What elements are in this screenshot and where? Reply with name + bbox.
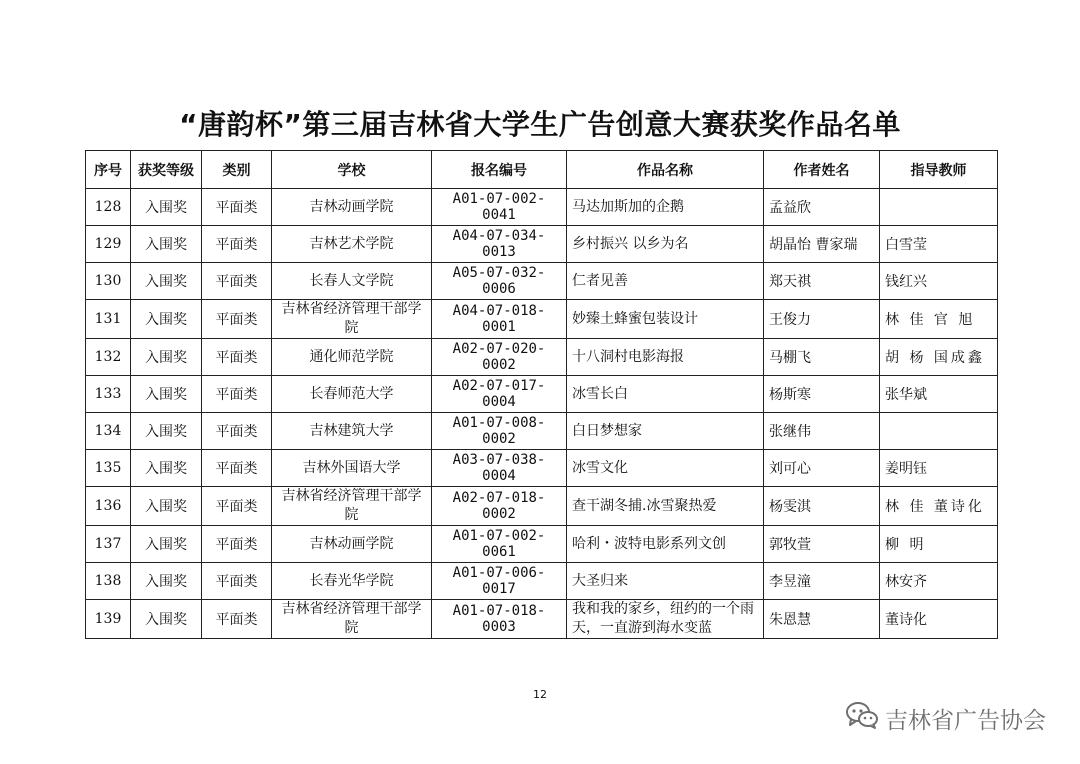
cell-level: 入围奖 xyxy=(131,563,202,600)
cell-school: 吉林建筑大学 xyxy=(272,413,432,450)
cell-code: A01-07-006-0017 xyxy=(432,563,567,600)
cell-school: 吉林动画学院 xyxy=(272,189,432,226)
cell-work: 哈利・波特电影系列文创 xyxy=(567,526,764,563)
cell-code: A01-07-008-0002 xyxy=(432,413,567,450)
cell-school: 通化师范学院 xyxy=(272,339,432,376)
cell-level: 入围奖 xyxy=(131,450,202,487)
table-row xyxy=(86,339,998,376)
cell-author: 郭牧萱 xyxy=(764,526,880,563)
cell-no: 132 xyxy=(86,339,131,376)
cell-level: 入围奖 xyxy=(131,263,202,300)
wechat-watermark xyxy=(845,700,1046,736)
cell-no: 136 xyxy=(86,487,131,526)
cell-work: 我和我的家乡，纽约的一个雨天，一直游到海水变蓝 xyxy=(567,600,764,639)
cell-author: 王俊力 xyxy=(764,300,880,339)
cell-no: 134 xyxy=(86,413,131,450)
cell-category: 平面类 xyxy=(202,300,272,339)
cell-author: 张继伟 xyxy=(764,413,880,450)
cell-author: 朱恩慧 xyxy=(764,600,880,639)
cell-no: 133 xyxy=(86,376,131,413)
cell-level: 入围奖 xyxy=(131,189,202,226)
cell-teacher: 林安齐 xyxy=(880,563,998,600)
cell-category: 平面类 xyxy=(202,189,272,226)
cell-school: 吉林艺术学院 xyxy=(272,226,432,263)
column-header-level: 获奖等级 xyxy=(131,151,202,189)
cell-author: 李昱潼 xyxy=(764,563,880,600)
cell-level: 入围奖 xyxy=(131,339,202,376)
cell-school: 吉林动画学院 xyxy=(272,526,432,563)
cell-code: A01-07-018-0003 xyxy=(432,600,567,639)
cell-no: 139 xyxy=(86,600,131,639)
cell-author: 杨斯寒 xyxy=(764,376,880,413)
cell-no: 135 xyxy=(86,450,131,487)
cell-level: 入围奖 xyxy=(131,376,202,413)
cell-author: 刘可心 xyxy=(764,450,880,487)
table-row xyxy=(86,300,998,339)
cell-category: 平面类 xyxy=(202,339,272,376)
cell-teacher: 姜明钰 xyxy=(880,450,998,487)
cell-category: 平面类 xyxy=(202,226,272,263)
table-row xyxy=(86,376,998,413)
cell-author: 胡晶怡 曹家瑞 xyxy=(764,226,880,263)
cell-author: 孟益欣 xyxy=(764,189,880,226)
cell-work: 妙臻土蜂蜜包装设计 xyxy=(567,300,764,339)
cell-work: 十八洞村电影海报 xyxy=(567,339,764,376)
cell-level: 入围奖 xyxy=(131,300,202,339)
cell-work: 白日梦想家 xyxy=(567,413,764,450)
table-row xyxy=(86,600,998,639)
cell-category: 平面类 xyxy=(202,263,272,300)
table-row xyxy=(86,226,998,263)
cell-code: A02-07-020-0002 xyxy=(432,339,567,376)
table-row xyxy=(86,450,998,487)
cell-level: 入围奖 xyxy=(131,413,202,450)
cell-category: 平面类 xyxy=(202,413,272,450)
table-row xyxy=(86,487,998,526)
cell-no: 128 xyxy=(86,189,131,226)
cell-teacher: 张华斌 xyxy=(880,376,998,413)
cell-code: A01-07-002-0061 xyxy=(432,526,567,563)
cell-category: 平面类 xyxy=(202,376,272,413)
column-header-no: 序号 xyxy=(86,151,131,189)
column-header-category: 类别 xyxy=(202,151,272,189)
cell-teacher: 柳 明 xyxy=(880,526,998,563)
cell-no: 130 xyxy=(86,263,131,300)
cell-no: 129 xyxy=(86,226,131,263)
table-row xyxy=(86,563,998,600)
table-row xyxy=(86,189,998,226)
column-header-author: 作者姓名 xyxy=(764,151,880,189)
cell-code: A02-07-018-0002 xyxy=(432,487,567,526)
cell-code: A01-07-002-0041 xyxy=(432,189,567,226)
cell-teacher: 林 佳 董诗化 xyxy=(880,487,998,526)
watermark-text: 吉林省广告协会 xyxy=(885,707,1046,734)
table-row xyxy=(86,263,998,300)
cell-category: 平面类 xyxy=(202,450,272,487)
cell-category: 平面类 xyxy=(202,526,272,563)
cell-teacher: 林 佳 官 旭 xyxy=(880,300,998,339)
cell-level: 入围奖 xyxy=(131,526,202,563)
cell-teacher: 董诗化 xyxy=(880,600,998,639)
cell-work: 仁者见善 xyxy=(567,263,764,300)
cell-school: 吉林省经济管理干部学院 xyxy=(272,487,432,526)
table-header-row xyxy=(86,151,998,189)
cell-author: 杨雯淇 xyxy=(764,487,880,526)
cell-work: 冰雪长白 xyxy=(567,376,764,413)
cell-level: 入围奖 xyxy=(131,226,202,263)
cell-code: A04-07-018-0001 xyxy=(432,300,567,339)
cell-school: 长春光华学院 xyxy=(272,563,432,600)
column-header-code: 报名编号 xyxy=(432,151,567,189)
cell-teacher xyxy=(880,189,998,226)
cell-school: 长春师范大学 xyxy=(272,376,432,413)
cell-code: A02-07-017-0004 xyxy=(432,376,567,413)
cell-school: 长春人文学院 xyxy=(272,263,432,300)
cell-level: 入围奖 xyxy=(131,487,202,526)
cell-work: 大圣归来 xyxy=(567,563,764,600)
cell-school: 吉林省经济管理干部学院 xyxy=(272,300,432,339)
table-row xyxy=(86,413,998,450)
cell-work: 冰雪文化 xyxy=(567,450,764,487)
cell-category: 平面类 xyxy=(202,600,272,639)
award-table xyxy=(85,150,998,639)
cell-code: A03-07-038-0004 xyxy=(432,450,567,487)
cell-category: 平面类 xyxy=(202,563,272,600)
cell-work: 乡村振兴 以乡为名 xyxy=(567,226,764,263)
cell-school: 吉林外国语大学 xyxy=(272,450,432,487)
wechat-icon xyxy=(845,700,879,736)
column-header-teacher: 指导教师 xyxy=(880,151,998,189)
cell-author: 郑天祺 xyxy=(764,263,880,300)
cell-author: 马棚飞 xyxy=(764,339,880,376)
cell-no: 131 xyxy=(86,300,131,339)
column-header-work: 作品名称 xyxy=(567,151,764,189)
document-title: “唐韵杯”第三届吉林省大学生广告创意大赛获奖作品名单 xyxy=(179,108,901,141)
cell-work: 马达加斯加的企鹅 xyxy=(567,189,764,226)
cell-no: 137 xyxy=(86,526,131,563)
cell-code: A04-07-034-0013 xyxy=(432,226,567,263)
cell-teacher: 白雪莹 xyxy=(880,226,998,263)
cell-teacher xyxy=(880,413,998,450)
cell-school: 吉林省经济管理干部学院 xyxy=(272,600,432,639)
column-header-school: 学校 xyxy=(272,151,432,189)
cell-category: 平面类 xyxy=(202,487,272,526)
cell-no: 138 xyxy=(86,563,131,600)
cell-code: A05-07-032-0006 xyxy=(432,263,567,300)
table-row xyxy=(86,526,998,563)
cell-teacher: 钱红兴 xyxy=(880,263,998,300)
page-number: 12 xyxy=(533,688,547,701)
cell-level: 入围奖 xyxy=(131,600,202,639)
cell-work: 查干湖冬捕.冰雪聚热爱 xyxy=(567,487,764,526)
cell-teacher: 胡 杨 国成鑫 xyxy=(880,339,998,376)
